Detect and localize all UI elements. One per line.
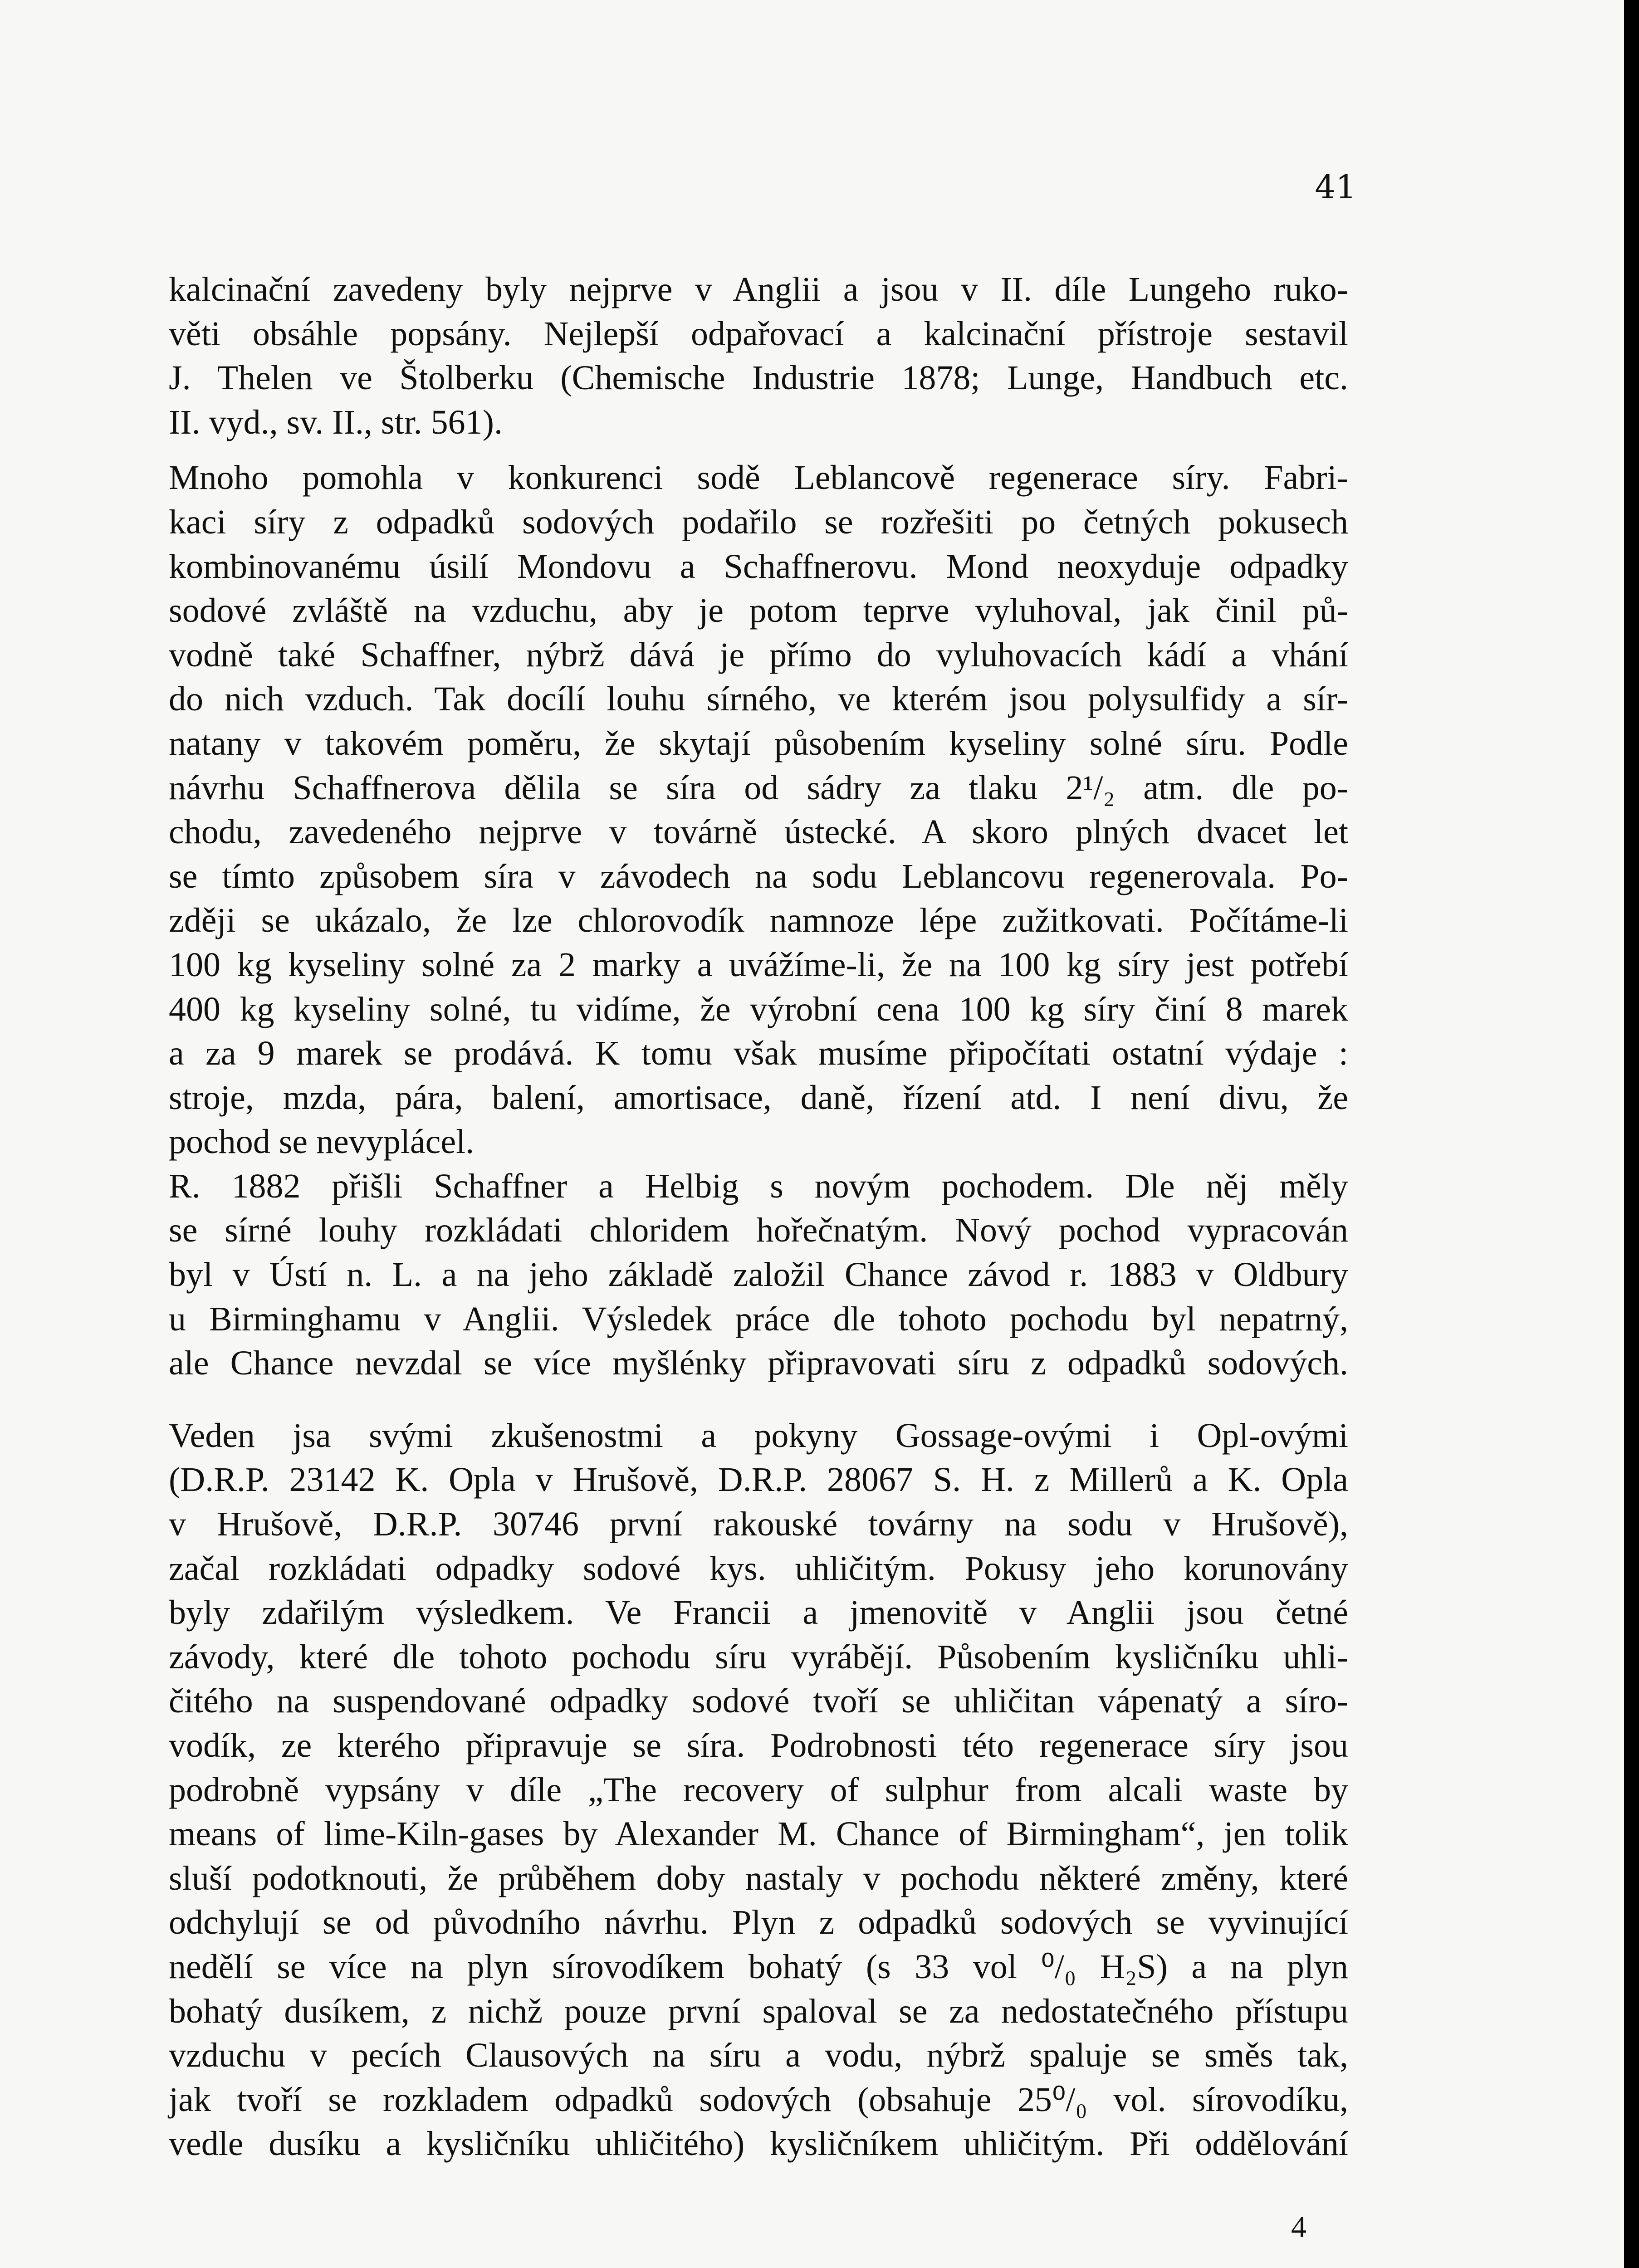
text-line: kaci síry z odpadků sodových podařilo se rozřešiti po četných pokusech [169, 503, 1348, 541]
text-line: (D.R.P. 23142 K. Opla v Hrušově, D.R.P. 28067 S. H. z Millerů a K. Opla [169, 1461, 1348, 1499]
text-line: sodové zvláště na vzduchu, aby je potom teprve vyluhoval, jak činil pů- [169, 591, 1348, 630]
text-line: vodík, ze kterého připravuje se síra. Podrobnosti této regenerace síry jsou [169, 1726, 1348, 1765]
text-line: R. 1882 přišli Schaffner a Helbig s novým pochodem. Dle něj měly [169, 1167, 1348, 1205]
text-line: J. Thelen ve Štolberku (Chemische Industrie 1878; Lunge, Handbuch etc. [169, 359, 1348, 397]
paragraph-spacer [169, 445, 1348, 456]
text-line: Veden jsa svými zkušenostmi a pokyny Gossage-ovými i Opl-ovými [169, 1416, 1348, 1455]
text-line: u Birminghamu v Anglii. Výsledek práce dle tohoto pochodu byl nepatrný, [169, 1300, 1348, 1338]
text-line: bohatý dusíkem, z nichž pouze první spaloval se za nedostatečného přístupu [169, 1992, 1348, 2030]
text-line: byl v Ústí n. L. a na jeho základě založil Chance závod r. 1883 v Oldbury [169, 1256, 1348, 1294]
text-line: 100 kg kyseliny solné za 2 marky a uvážíme-li, že na 100 kg síry jest potřebí [169, 945, 1348, 984]
text-line: čitého na suspendované odpadky sodové tvoří se uhličitan vápenatý a síro- [169, 1682, 1348, 1721]
text-line: 400 kg kyseliny solné, tu vidíme, že výrobní cena 100 kg síry činí 8 marek [169, 990, 1348, 1028]
text-line: návrhu Schaffnerova dělila se síra od sádry za tlaku 2¹/₂ atm. dle po- [169, 768, 1348, 807]
text-line: II. vyd., sv. II., str. 561). [169, 403, 503, 441]
text-line: a za 9 marek se prodává. K tomu však musíme připočítati ostatní výdaje : [169, 1034, 1348, 1073]
text-line: chodu, zavedeného nejprve v továrně ústecké. A skoro plných dvacet let [169, 813, 1348, 851]
text-line: závody, které dle tohoto pochodu síru vyrábějí. Působením kysličníku uhli- [169, 1637, 1348, 1676]
text-line: pochod se nevyplácel. [169, 1123, 475, 1161]
text-line: vedle dusíku a kysličníku uhličitého) kysličníkem uhličitým. Při oddělování [169, 2125, 1348, 2163]
paragraph-4 [169, 1414, 1348, 2166]
text-line: stroje, mzda, pára, balení, amortisace, daně, řízení atd. I není divu, že [169, 1078, 1348, 1117]
signature-mark: 4 [1291, 2209, 1306, 2244]
text-line: ale Chance nevzdal se více myšlénky připravovati síru z odpadků sodových. [169, 1344, 1348, 1383]
text-line: vzduchu v pecích Clausových na síru a vodu, nýbrž spaluje se směs tak, [169, 2036, 1348, 2075]
text-line: natany v takovém poměru, že skytají působením kyseliny solné síru. Podle [169, 724, 1348, 763]
paragraph-2 [169, 456, 1348, 1164]
text-line: do nich vzduch. Tak docílí louhu sírného, ve kterém jsou polysulfidy a sír- [169, 680, 1348, 719]
text-line: kalcinační zavedeny byly nejprve v Anglii a jsou v II. díle Lungeho ruko- [169, 270, 1348, 308]
paragraph-3 [169, 1164, 1348, 1386]
body-text [169, 268, 1348, 2166]
paragraph-spacer [169, 1386, 1348, 1414]
page-number: 41 [1315, 168, 1356, 206]
text-line: nedělí se více na plyn sírovodíkem bohatý (s 33 vol ⁰/₀ H₂S) a na plyn [169, 1947, 1348, 1986]
text-line: zději se ukázalo, že lze chlorovodík namnoze lépe zužitkovati. Počítáme-li [169, 901, 1348, 940]
text-line: jak tvoří se rozkladem odpadků sodových (obsahuje 25⁰/₀ vol. sírovodíku, [169, 2080, 1348, 2119]
text-line: začal rozkládati odpadky sodové kys. uhličitým. Pokusy jeho korunovány [169, 1549, 1348, 1588]
text-line: kombinovanému úsilí Mondovu a Schaffnerovu. Mond neoxyduje odpadky [169, 547, 1348, 586]
text-line: vodně také Schaffner, nýbrž dává je přímo do vyluhovacích kádí a vhání [169, 635, 1348, 674]
text-line: Mnoho pomohla v konkurenci sodě Leblancově regenerace síry. Fabri- [169, 459, 1348, 497]
text-line: odchylují se od původního návrhu. Plyn z odpadků sodových se vyvinující [169, 1903, 1348, 1942]
text-line: v Hrušově, D.R.P. 30746 první rakouské továrny na sodu v Hrušově), [169, 1505, 1348, 1544]
text-line: se sírné louhy rozkládati chloridem hořečnatým. Nový pochod vypracován [169, 1211, 1348, 1250]
text-line: byly zdařilým výsledkem. Ve Francii a jmenovitě v Anglii jsou četné [169, 1593, 1348, 1632]
text-line: věti obsáhle popsány. Nejlepší odpařovací a kalcinační přístroje sestavil [169, 314, 1348, 353]
text-line: se tímto způsobem síra v závodech na sodu Leblancovu regenerovala. Po- [169, 857, 1348, 895]
text-line: sluší podotknouti, že průběhem doby nastaly v pochodu některé změny, které [169, 1859, 1348, 1897]
paragraph-1 [169, 268, 1348, 445]
text-line: means of lime-Kiln-gases by Alexander M. Chance of Birmingham“, jen tolik [169, 1815, 1348, 1853]
text-line: podrobně vypsány v díle „The recovery of sulphur from alcali waste by [169, 1770, 1348, 1809]
